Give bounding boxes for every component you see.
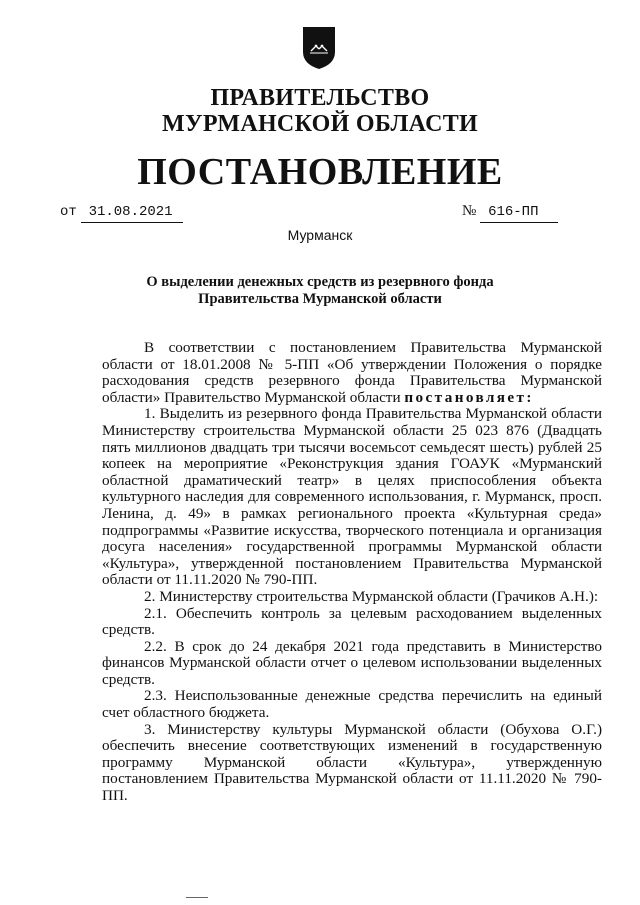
subject-line2: Правительства Мурманской области: [198, 291, 442, 307]
paragraph-2-1: 2.1. Обеспечить контроль за целевым расходованием выделенных средств.: [102, 604, 602, 639]
footer-divider: [186, 897, 208, 898]
number-value: 616-ПП: [480, 202, 558, 223]
document-date: [60, 201, 183, 223]
subject-line1: О выделении денежных средств из резервного фонда: [146, 274, 494, 290]
document-type-title: ПОСТАНОВЛЕНИЕ: [137, 151, 503, 193]
government-title-line2: МУРМАНСКОЙ ОБЛАСТИ: [162, 111, 478, 137]
document-number: [462, 201, 558, 223]
number-prefix: №: [462, 203, 477, 219]
document-body: [102, 340, 602, 805]
date-prefix: от: [60, 204, 77, 220]
coat-of-arms-icon: [302, 26, 336, 70]
government-title-line1: ПРАВИТЕЛЬСТВО: [210, 85, 430, 111]
city-name: Мурманск: [287, 227, 353, 243]
document-subject: [0, 274, 640, 308]
paragraph-3: 3. Министерству культуры Мурманской области (Обухова О.Г.) обеспечить внесение соответствующих изменений в государственную программу Мурманской области «Культура», утвержденную постановлением Правительства Мурманской области от 11.11.2020 № 790-ПП.: [102, 720, 602, 805]
preamble-paragraph: [102, 340, 602, 406]
preamble-text: В соответствии с постановлением Правительства Мурманской области от 18.01.2008 № 5-ПП «Об утверждении Положения о порядке расходования средств резервного фонда Правительства Мурманской области» Правительство Мурманской области: [102, 339, 602, 406]
preamble-action: постановляет:: [404, 388, 534, 406]
date-value: 31.08.2021: [81, 202, 183, 223]
paragraph-1: 1. Выделить из резервного фонда Правительства Мурманской области Министерству строительства Мурманской области 25 023 876 (Двадцать пять миллионов двадцать три тысячи восемьсот семьдесят шесть) рублей 25 копеек на мероприятие «Реконструкция здания ГОАУК «Мурманский областной драматический театр» в целях приспособления объекта культурного наследия для современного использования, г. Мурманск, просп. Ленина, д. 49» в рамках регионального проекта «Культурная среда» подпрограммы «Развитие искусства, творческого потенциала и организация досуга населения» государственной программы Мурманской области «Культура», утвержденной постановлением Правительства Мурманской области от 11.11.2020 № 790-ПП.: [102, 405, 602, 589]
paragraph-2-2: 2.2. В срок до 24 декабря 2021 года представить в Министерство финансов Мурманской области отчет о целевом использовании выделенных средств.: [102, 637, 602, 688]
paragraph-2: 2. Министерству строительства Мурманской области (Грачиков А.Н.):: [144, 587, 599, 605]
paragraph-2-3: 2.3. Неиспользованные денежные средства перечислить на единый счет областного бюджета.: [102, 687, 602, 722]
